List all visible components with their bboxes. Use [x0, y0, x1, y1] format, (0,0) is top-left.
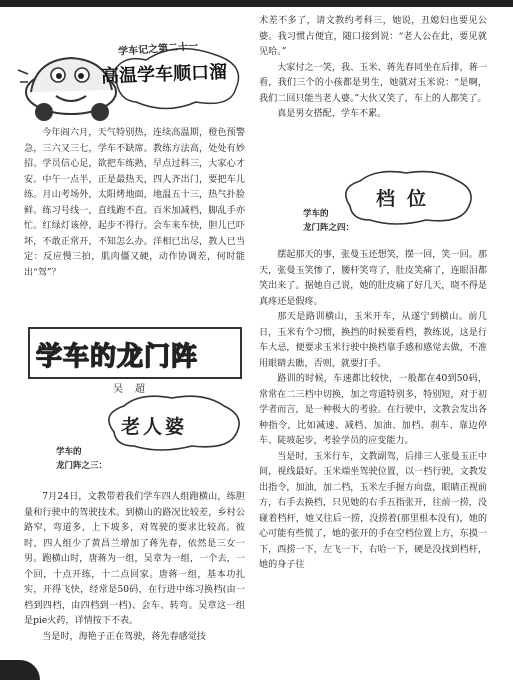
- section2-paragraph: 当是时，玉米行车，文教副驾，后排三人张曼玉正中间，视线最好。玉米端坐驾驶位置，以一档行驶，文教发出指令，加油，加二档，玉米左手握方向盘，眼睛正视前方，右手去换档，只见她的右手五指张开，往前一捞，没碰着档杆，她又往后一捞，没捞着(那里根本没有)，她的心可能有些慌了，她的张开的手在空档位置上方，东摸一下，西捞一下，左飞一下，右哈一下，硬是没找到档杆，她的身子往: [259, 451, 487, 570]
- right-column-top: [259, 14, 487, 123]
- top-bar: [0, 0, 513, 7]
- section2-label-line1: 学车的: [303, 209, 329, 219]
- section2-body: [259, 248, 487, 574]
- section2-heading: 档位: [376, 188, 439, 210]
- article1-paragraph: 今年阎六月，天气特别热，连续高温期，橙色预警急，三六又三七，学车不缺席。教练方法高，处处有妙招。学员信心足，欲把车练熟，早点过科三，大家心才安。中午一点半，正是最热天，四人齐出门，要把车儿练。月山考场外，太阳烤地面，地温五十三，热气扑脸鲜。练习号线一，直线跑不直。百米加减档，脚乱手亦忙。红绿灯该停，起步不得行。会车来车快，胆儿已吓坏，不敢正常开，不知怎么办。洋相已出尽，教人已当定：反应慢三拍，肌肉僵又硬，动作协调差，何时能出“驾”？: [24, 128, 245, 278]
- section2-paragraph: 摆起那天的事，张曼玉还想笑，摆一回，笑一回。那天，张曼玉笑惨了，腰杆笑弯了，肚皮笑痛了，连眼泪都笑出来了。据她自己说，她的肚皮痛了好几天，晓不得是真疼还是假疼。: [259, 250, 487, 307]
- section1-paragraph: 当是时，海艳子正在驾驶，蒋先春感觉技: [42, 631, 206, 642]
- series-label: 学车记之第二十一: [117, 41, 199, 58]
- section2-label: [303, 207, 354, 235]
- article1-body: [24, 126, 245, 281]
- right-paragraph: 大家付之一笑，我、玉米、蒋先春同坐在后排，蒋一看，我们三个的小孩都是男生，她就对玉米说：“是啊，我们二回只能当老人婆。”大伙又笑了，车上的人都笑了。: [259, 62, 487, 104]
- section1-label: [56, 445, 107, 473]
- section1-label-line1: 学车的: [56, 447, 82, 457]
- section1-label-line2: 龙门阵之三：: [56, 461, 108, 471]
- author-name: 吴超: [113, 384, 157, 395]
- section2-paragraph: 路训的时候，车速都比较快，一般都在40到50码，常常在二三档中切换，加之弯道特别多，特别短，对于初学者而言，是一种极大的考验。在行驶中，文教会发出各种指令，比如减速、减档、加油、加档、刹车、靠边停车、陡坡起步，考验学员的应变能力。: [259, 374, 487, 446]
- right-paragraph: 真是男女搭配，学车不累。: [277, 109, 387, 119]
- section2-label-line2: 龙门阵之四：: [303, 223, 355, 233]
- corner-decoration: [0, 660, 40, 680]
- continued-paragraph: 术差不多了，请文教约考科三，她说，丑媳妇也要见公婆。我习惯占便宜，随口接到说：“老人公在此，要见就见哈。”: [259, 16, 487, 57]
- article2-title: 学车的龙门阵: [36, 342, 199, 372]
- section1-paragraph: 7月24日，文教带着我们学车四人组跑横山，练胆量和行驶中的驾驶技术。到横山的路况比较差，乡村公路窄，弯道多，上下坡多，对驾驶的要求比较高。彼时，四人组少了黄昌兰增加了蒋先春，依然是三女一男。跑横山时，唐蒋为一组，吴章为一组，一个去，一个回，十点开练，十二点回家。唐蒋一组，基本功扎实，开得飞快，经常是50码，在行进中练习换档(由一档到四档，由四档到一档)、会车、转弯。吴章这一组是pie火药，详情按下不表。: [24, 492, 245, 626]
- section2-paragraph: 那天是路训横山，玉米开车，从遂宁到横山。前几日，玉米有个习惯，换挡的时候要看档，教练说，这是行车大忌，便要求玉米行驶中换档靠手感和感觉去做，不准用眼睛去瞧，否则，就要打手。: [259, 312, 487, 369]
- section1-heading: 老人婆: [121, 416, 188, 438]
- article1-title: 高温学车顺口溜: [100, 61, 228, 88]
- section1-body: [24, 490, 245, 645]
